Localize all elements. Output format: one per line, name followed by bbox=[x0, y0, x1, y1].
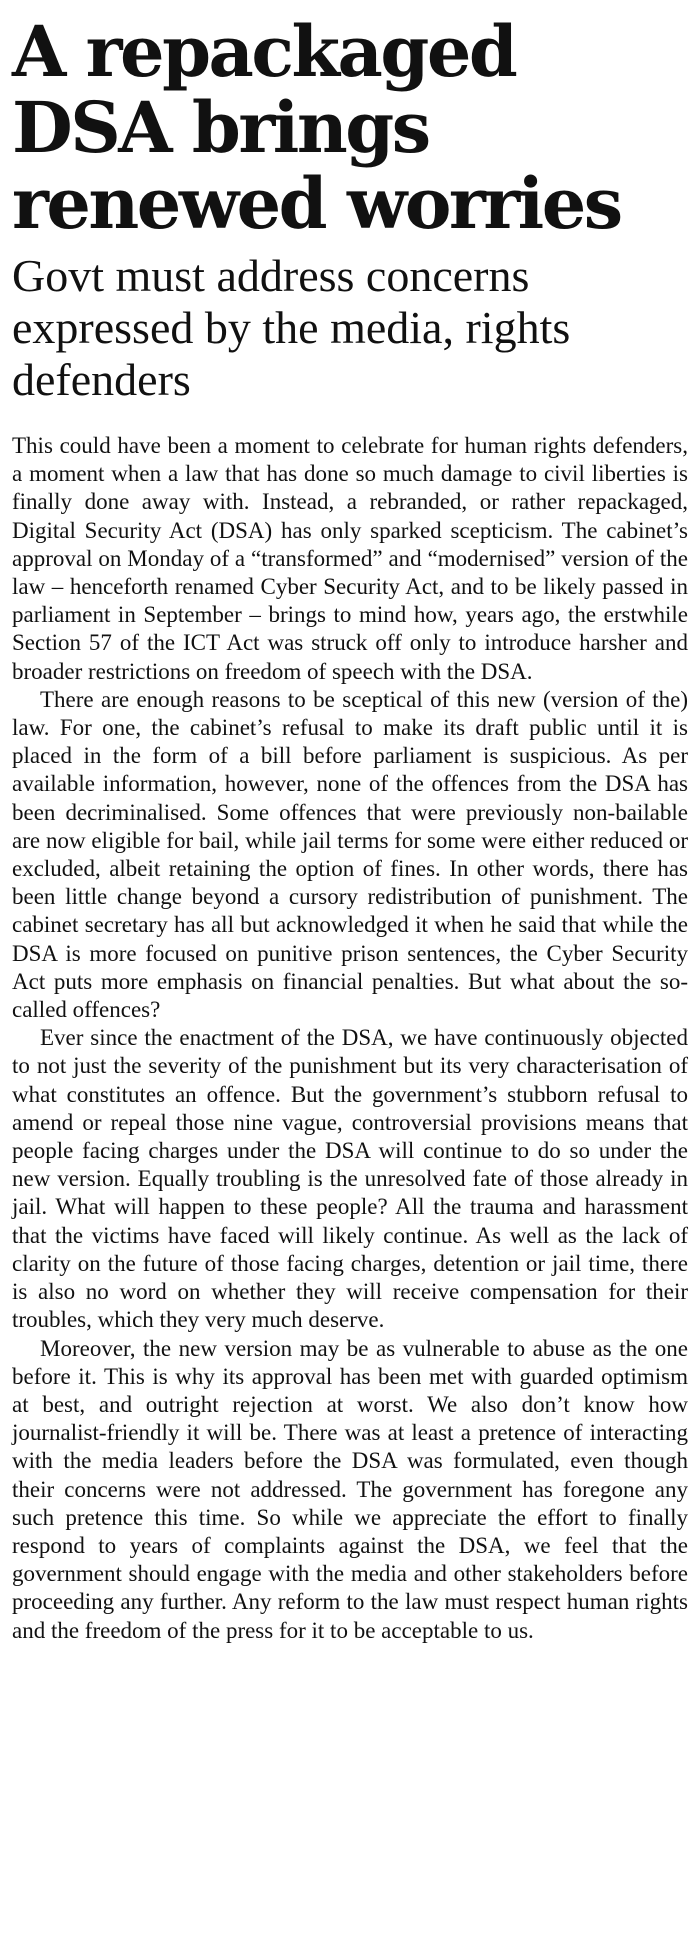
subheadline: Govt must address concerns expressed by the media, rights defenders bbox=[12, 250, 571, 405]
headline: A repackaged DSA brings renewed worries bbox=[12, 10, 621, 245]
paragraph-2: There are enough reasons to be sceptical of this new (version of the) law. For one, the cabinet’s refusal to make its draft public until it is placed in the form of a bill before parliament is suspicious. As per available information, however, none of the offences from the DSA has been decriminalised. Some offences that were previously non-bailable are now eligible for bail, while jail terms for some were either reduced or excluded, albeit retaining the option of fines. In other words, there has been little change beyond a cursory redistribution of punishment. The cabinet secretary has all but acknowledged it when he said that while the DSA is more focused on punitive prison sentences, the Cyber Security Act puts more emphasis on financial penalties. But what about the so-called offences? bbox=[12, 686, 688, 1023]
paragraph-4: Moreover, the new version may be as vulnerable to abuse as the one before it. This is why its approval has been met with guarded optimism at best, and outright rejection at worst. We also don’t know how journalist-friendly it will be. There was at least a pretence of interacting with the media leaders before the DSA was formulated, even though their concerns were not addressed. The government has foregone any such pretence this time. So while we appreciate the effort to finally respond to years of complaints against the DSA, we feel that the government should engage with the media and other stakeholders before proceeding any further. Any reform to the law must respect human rights and the freedom of the press for it to be acceptable to us. bbox=[12, 1335, 688, 1643]
paragraph-3: Ever since the enactment of the DSA, we have continuously objected to not just the severity of the punishment but its very characterisation of what constitutes an offence. But the government’s stubborn refusal to amend or repeal those nine vague, controversial provisions means that people facing charges under the DSA will continue to do so under the new version. Equally troubling is the unresolved fate of those already in jail. What will happen to these people? All the trauma and harassment that the victims have faced will likely continue. As well as the lack of clarity on the future of those facing charges, detention or jail time, there is also no word on whether they will receive compensation for their troubles, which they very much deserve. bbox=[12, 1025, 688, 1333]
paragraph-1: This could have been a moment to celebrate for human rights defenders, a moment when a law that has done so much damage to civil liberties is finally done away with. Instead, a rebranded, or rather repackaged, Digital Security Act (DSA) has only sparked scepticism. The cabinet’s approval on Monday of a “transformed” and “modernised” version of the law – henceforth renamed Cyber Security Act, and to be likely passed in parliament in September – brings to mind how, years ago, the erstwhile Section 57 of the ICT Act was struck off only to introduce harsher and broader restrictions on freedom of speech with the DSA. bbox=[12, 433, 688, 684]
article-body bbox=[12, 432, 688, 1645]
